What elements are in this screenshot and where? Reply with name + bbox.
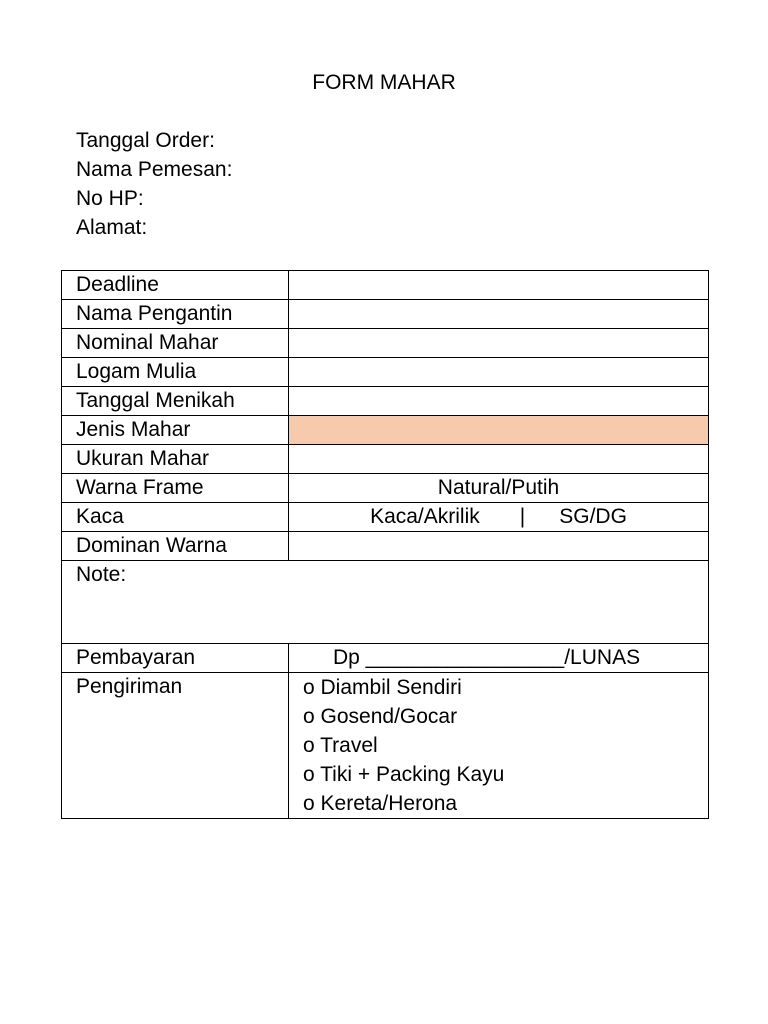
mahar-type-value (289, 416, 709, 445)
table-row (62, 271, 709, 300)
frame-color-value: Natural/Putih (289, 474, 709, 503)
payment-label: Pembayaran (62, 644, 289, 673)
table-row (62, 503, 709, 532)
glass-option-right: SG/DG (559, 505, 627, 528)
shipping-option-self-pickup: o Diambil Sendiri (303, 676, 462, 699)
table-row (62, 358, 709, 387)
wedding-date-label: Tanggal Menikah (62, 387, 289, 416)
payment-value: Dp _________________/LUNAS (289, 644, 709, 673)
shipping-option-tiki: o Tiki + Packing Kayu (303, 763, 505, 786)
dominant-color-label: Dominan Warna (62, 532, 289, 561)
shipping-option-list (303, 673, 708, 818)
mahar-size-label: Ukuran Mahar (62, 445, 289, 474)
glass-value (289, 503, 709, 532)
note-label: Note: (62, 561, 709, 644)
table-row (62, 532, 709, 561)
table-row (62, 445, 709, 474)
mahar-type-label: Jenis Mahar (62, 416, 289, 445)
shipping-options (289, 673, 709, 819)
table-row (62, 673, 709, 819)
mahar-nominal-label: Nominal Mahar (62, 329, 289, 358)
frame-color-label: Warna Frame (62, 474, 289, 503)
table-row (62, 329, 709, 358)
table-row (62, 300, 709, 329)
order-date-label: Tanggal Order: (76, 129, 215, 152)
dominant-color-value (289, 532, 709, 561)
table-row (62, 416, 709, 445)
glass-option-left: Kaca/Akrilik (370, 505, 480, 528)
shipping-option-train: o Kereta/Herona (303, 792, 458, 815)
phone-label: No HP: (76, 187, 144, 210)
precious-metal-value (289, 358, 709, 387)
shipping-option-gosend: o Gosend/Gocar (303, 705, 458, 728)
shipping-option-travel: o Travel (303, 734, 378, 757)
deadline-label: Deadline (62, 271, 289, 300)
mahar-form-table (61, 270, 709, 819)
precious-metal-label: Logam Mulia (62, 358, 289, 387)
wedding-date-value (289, 387, 709, 416)
table-row (62, 644, 709, 673)
form-title: FORM MAHAR (312, 71, 456, 94)
bride-groom-name-label: Nama Pengantin (62, 300, 289, 329)
mahar-size-value (289, 445, 709, 474)
header-fields (76, 126, 232, 242)
bride-groom-name-value (289, 300, 709, 329)
shipping-label: Pengiriman (62, 673, 289, 819)
deadline-value (289, 271, 709, 300)
customer-name-label: Nama Pemesan: (76, 158, 233, 181)
glass-separator: | (519, 505, 526, 528)
address-label: Alamat: (76, 216, 148, 239)
note-row (62, 561, 709, 644)
table-row (62, 474, 709, 503)
table-row (62, 387, 709, 416)
mahar-nominal-value (289, 329, 709, 358)
glass-label: Kaca (62, 503, 289, 532)
